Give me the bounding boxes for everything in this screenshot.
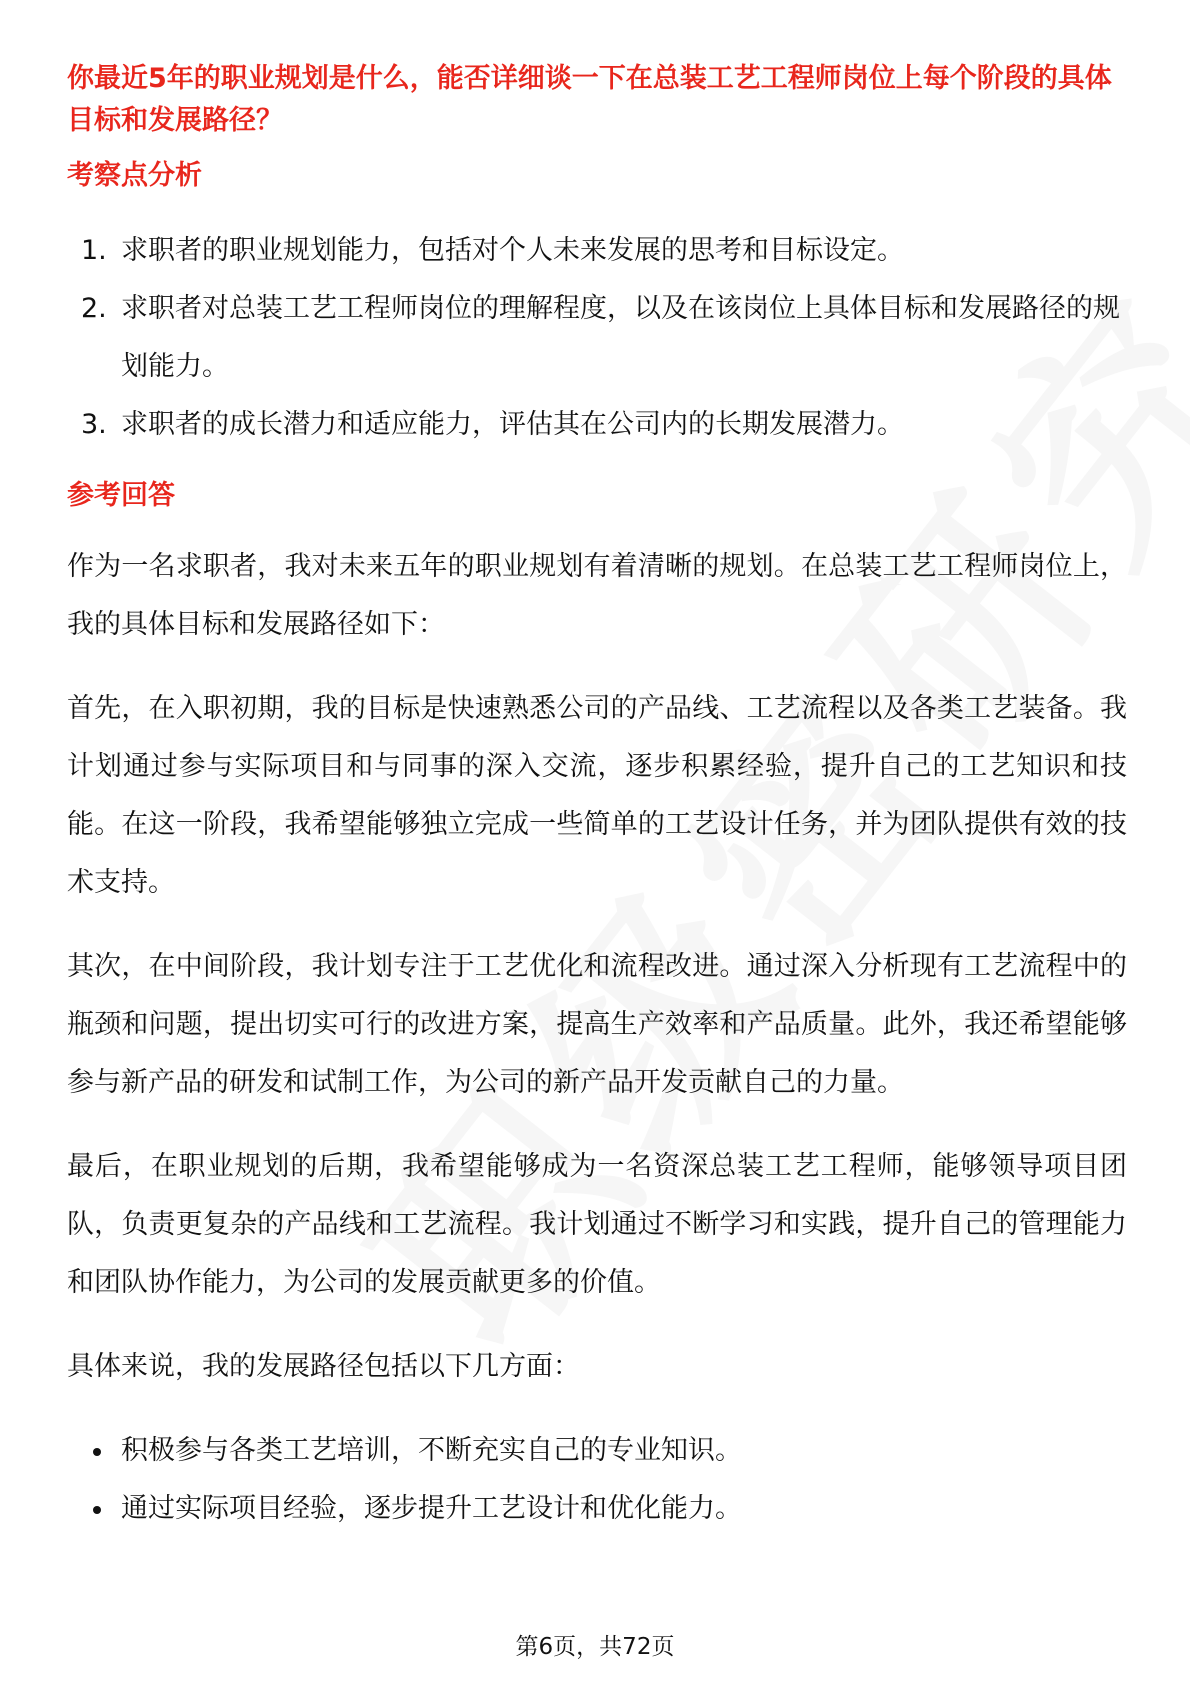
analysis-item bbox=[67, 280, 1127, 396]
analysis-item-number: 1. bbox=[81, 235, 107, 266]
analysis-item-text: 求职者的成长潜力和适应能力，评估其在公司内的长期发展潜力。 bbox=[121, 409, 904, 440]
bullet-item bbox=[67, 1422, 1127, 1480]
analysis-item-number: 2. bbox=[81, 293, 107, 324]
analysis-item bbox=[67, 222, 1127, 280]
analysis-item-number: 3. bbox=[81, 409, 107, 440]
bullet-dot-icon bbox=[93, 1448, 101, 1456]
document-page bbox=[67, 58, 1127, 1538]
question-title: 你最近5年的职业规划是什么，能否详细谈一下在总装工艺工程师岗位上每个阶段的具体目标和发展路径？ bbox=[67, 63, 1112, 136]
bullet-text: 积极参与各类工艺培训，不断充实自己的专业知识。 bbox=[121, 1435, 742, 1466]
path-bullet-list bbox=[67, 1422, 1127, 1538]
answer-paragraph: 首先，在入职初期，我的目标是快速熟悉公司的产品线、工艺流程以及各类工艺装备。我计划通过参与实际项目和与同事的深入交流，逐步积累经验，提升自己的工艺知识和技能。在这一阶段，我希望能够独立完成一些简单的工艺设计任务，并为团队提供有效的技术支持。 bbox=[67, 693, 1127, 898]
analysis-item-text: 求职者的职业规划能力，包括对个人未来发展的思考和目标设定。 bbox=[121, 235, 904, 266]
answer-paragraph: 其次，在中间阶段，我计划专注于工艺优化和流程改进。通过深入分析现有工艺流程中的瓶颈和问题，提出切实可行的改进方案，提高生产效率和产品质量。此外，我还希望能够参与新产品的研发和试制工作，为公司的新产品开发贡献自己的力量。 bbox=[67, 951, 1127, 1098]
page-number: 第6页，共72页 bbox=[515, 1634, 675, 1660]
answer-heading: 参考回答 bbox=[67, 480, 175, 511]
analysis-heading: 考察点分析 bbox=[67, 160, 202, 191]
bullet-dot-icon bbox=[93, 1506, 101, 1514]
analysis-item-text: 求职者对总装工艺工程师岗位的理解程度，以及在该岗位上具体目标和发展路径的规划能力。 bbox=[121, 293, 1120, 382]
answer-paragraph: 作为一名求职者，我对未来五年的职业规划有着清晰的规划。在总装工艺工程师岗位上，我的具体目标和发展路径如下： bbox=[67, 551, 1127, 640]
analysis-item bbox=[67, 396, 1127, 454]
answer-paragraph: 最后，在职业规划的后期，我希望能够成为一名资深总装工艺工程师，能够领导项目团队，负责更复杂的产品线和工艺流程。我计划通过不断学习和实践，提升自己的管理能力和团队协作能力，为公司的发展贡献更多的价值。 bbox=[67, 1151, 1127, 1298]
answer-paragraph: 具体来说，我的发展路径包括以下几方面： bbox=[67, 1351, 580, 1382]
bullet-item bbox=[67, 1480, 1127, 1538]
analysis-list bbox=[67, 222, 1127, 454]
bullet-text: 通过实际项目经验，逐步提升工艺设计和优化能力。 bbox=[121, 1493, 742, 1524]
